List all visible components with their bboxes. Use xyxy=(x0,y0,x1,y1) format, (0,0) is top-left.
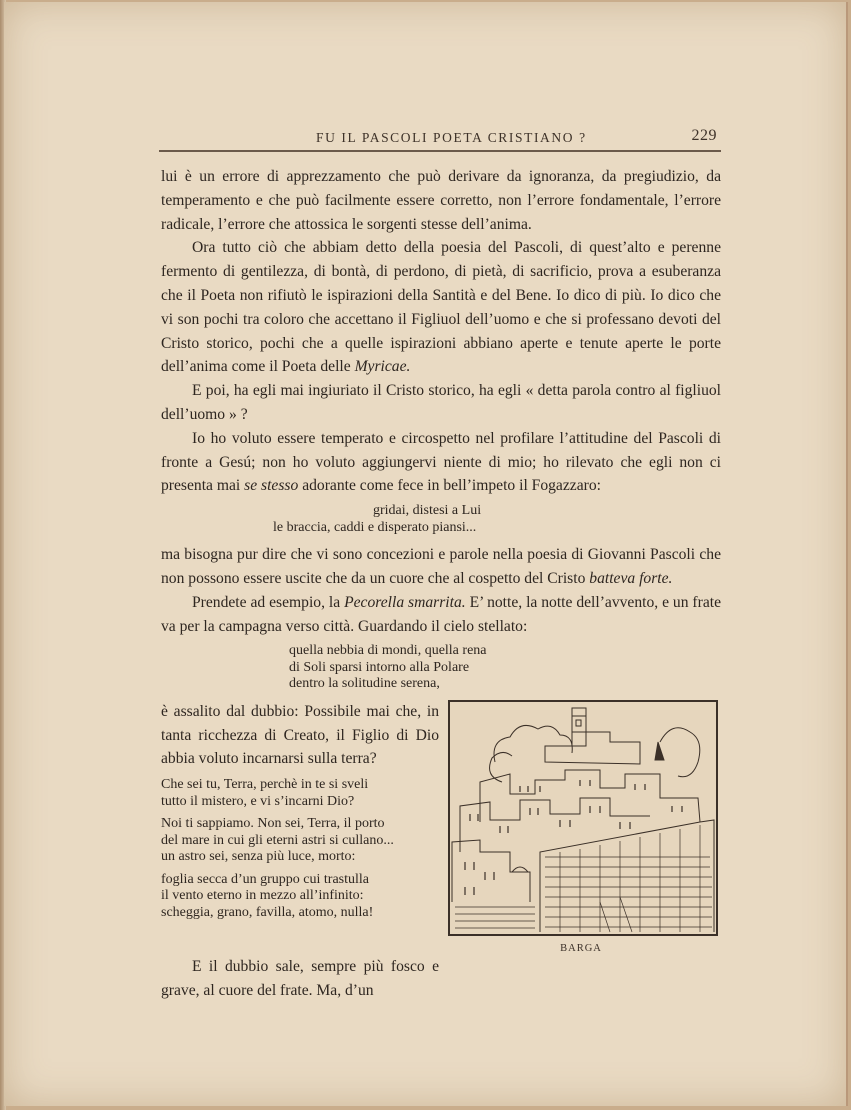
paragraph-6-text: Prendete ad esempio, la xyxy=(192,593,345,611)
barga-illustration xyxy=(448,700,718,936)
paragraph-5-text: ma bisogna pur dire che vi sono concezioni e parole nella poesia di Giovanni Pascoli che non possono essere uscite che da un cuore che al cospetto del Cristo xyxy=(161,546,721,587)
verse-terra-2 xyxy=(161,816,439,866)
paragraph-2-italic: Myricae. xyxy=(354,358,411,376)
verse-terra-3 xyxy=(161,872,439,922)
paragraph-8: E il dubbio sale, sempre più fosco e grave, al cuore del frate. Ma, d’un xyxy=(161,957,439,999)
page-number: 229 xyxy=(691,127,717,144)
verse-line: le braccia, caddi e disperato piansi... xyxy=(273,519,477,535)
town-drawing-icon xyxy=(450,702,716,934)
running-title: FU IL PASCOLI POETA CRISTIANO ? xyxy=(316,130,587,145)
paragraph-3: E poi, ha egli mai ingiuriato il Cristo storico, ha egli « detta parola contro al figliuol dell’uomo » ? xyxy=(161,382,721,423)
verse-line: un astro sei, senza più luce, morto: xyxy=(161,849,356,865)
paragraph-6-italic: Pecorella smarrita. xyxy=(344,593,466,611)
paragraph-2 xyxy=(161,236,721,379)
paragraph-4-italic: se stesso xyxy=(244,477,299,495)
page-body xyxy=(161,165,721,1002)
paragraph-1: lui è un errore di apprezzamento che può derivare da ignoranza, da pregiudizio, da temperamento e che può facilmente essere corretto, non l’errore fondamentale, l’errore radicale, l’errore che attossica le sorgenti stesse dell’anima. xyxy=(161,168,721,233)
paragraph-7: è assalito dal dubbio: Possibile mai che, in tanta ricchezza di Creato, il Figlio di Dio abbia voluto incarnarsi sulla terra? xyxy=(161,702,439,768)
verse-line: quella nebbia di mondi, quella rena xyxy=(289,643,487,659)
verse-fogazzaro xyxy=(161,503,721,536)
verse-line: foglia secca d’un gruppo cui trastulla xyxy=(161,871,369,887)
verse-stellato xyxy=(161,643,721,693)
paragraph-4-text: Io ho voluto essere temperato e circospetto nel profilare l’attitudine del Pascoli di fronte a Gesú; non ho voluto aggiungervi niente di mio; ho rilevato che egli non ci presenta mai xyxy=(161,429,721,495)
verse-line: gridai, distesi a Lui xyxy=(373,503,482,519)
page-header xyxy=(159,128,721,152)
verse-line: del mare in cui gli eterni astri si cullano... xyxy=(161,832,394,848)
paragraph-4-text-end: adorante come fece in bell’impeto il Fogazzaro: xyxy=(298,477,601,495)
left-column xyxy=(161,700,439,924)
verse-terra-1 xyxy=(161,777,439,810)
two-column-section xyxy=(161,700,721,955)
paragraph-6 xyxy=(161,591,721,639)
verse-line: tutto il mistero, e vi s’incarni Dio? xyxy=(161,793,355,809)
verse-line: di Soli sparsi intorno alla Polare xyxy=(289,659,470,675)
paragraph-8-wrap xyxy=(161,955,439,1003)
verse-line: Noi ti sappiamo. Non sei, Terra, il porto xyxy=(161,816,385,832)
verse-line: scheggia, grano, favilla, atomo, nulla! xyxy=(161,904,374,920)
paragraph-5 xyxy=(161,543,721,591)
book-page xyxy=(4,2,848,1106)
paragraph-6-text-end: E’ notte, la notte dell’avvento, e un frate va per la campagna verso città. Guardando il cielo stellato: xyxy=(161,593,721,635)
figure-caption: BARGA xyxy=(560,942,602,954)
paragraph-5-italic: batteva forte. xyxy=(589,569,673,587)
verse-line: Che sei tu, Terra, perchè in te si sveli xyxy=(161,777,369,793)
verse-line: dentro la solitudine serena, xyxy=(289,676,440,692)
verse-line: il vento eterno in mezzo all’infinito: xyxy=(161,888,364,904)
paragraph-2-text: Ora tutto ciò che abbiam detto della poesia del Pascoli, di quest’alto e perenne fermento di gentilezza, di bontà, di perdono, di pietà, di sacrificio, prova a esuberanza che il Poeta non rifiutò le ispirazioni della Santità e del Bene. Io dico di più. Io dico che vi son pochi tra coloro che accettano il Figliuol dell’uomo e che si professano devoti del Cristo storico, pochi che a quelle ispirazioni abbiano aperte e tenute aperte le porte dell’anima come il Poeta delle xyxy=(161,239,721,376)
paragraph-4 xyxy=(161,427,721,498)
